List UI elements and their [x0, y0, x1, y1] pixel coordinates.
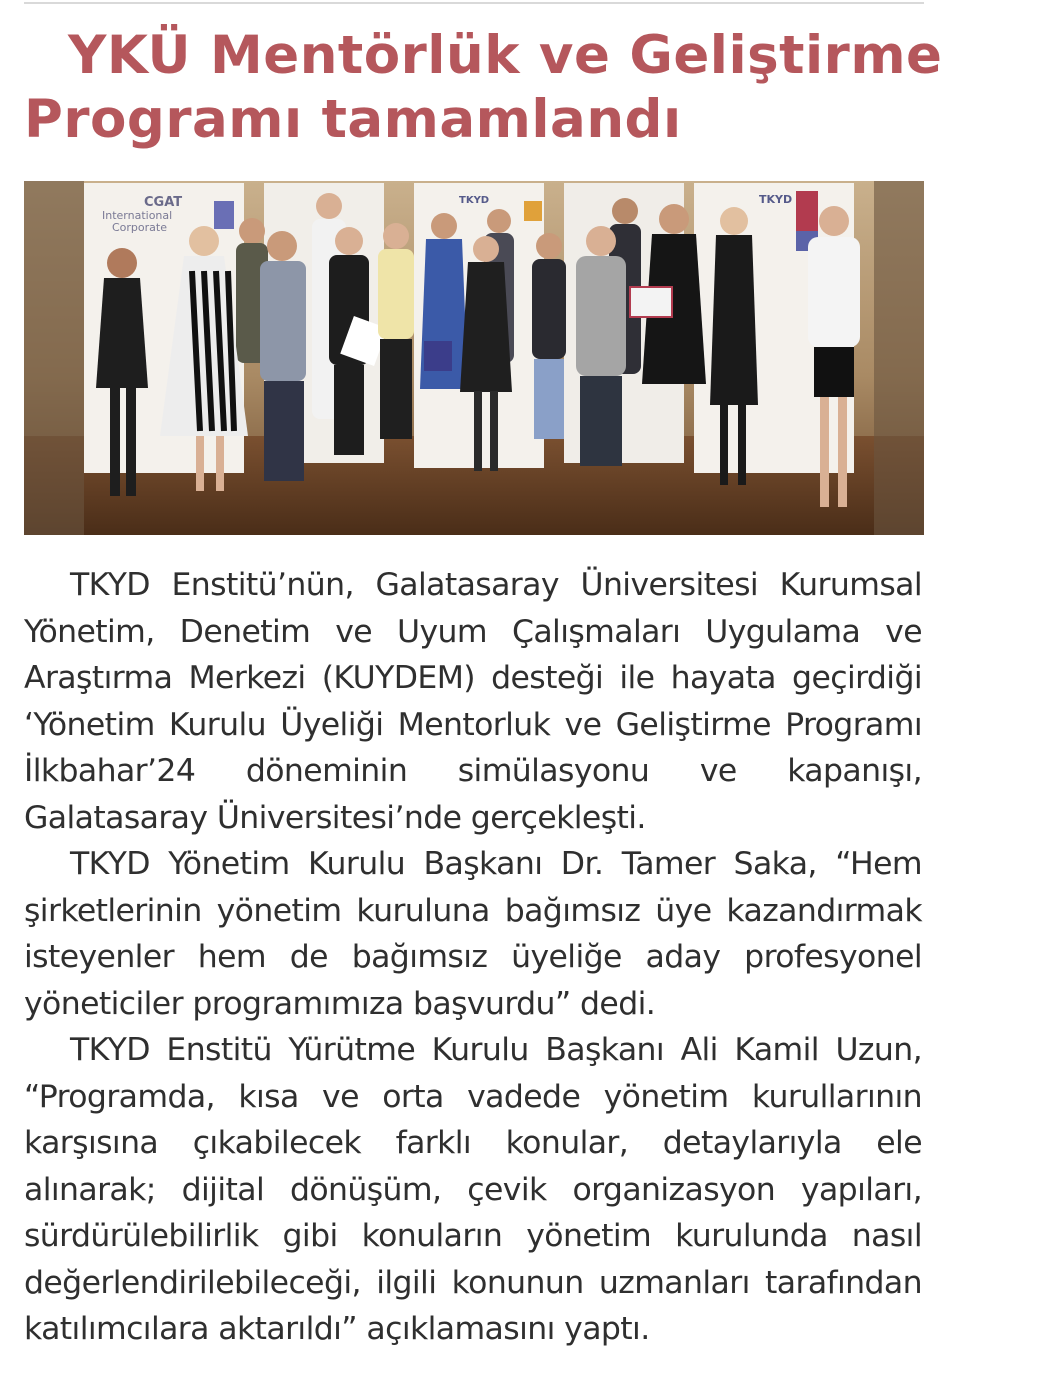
banner-text-1: CGAT — [144, 195, 183, 210]
article-body — [24, 562, 922, 1353]
paragraph-3: TKYD Enstitü Yürütme Kurulu Başkanı Ali Kamil Uzun, “Programda, kısa ve orta vadede yönetim kurullarının karşısına çıkabilecek farklı konular, detaylarıyla ele alınarak; dijital dönüşüm, çevik organizasyon yapıları, sürdürülebilirlik gibi konuların yönetim kurulunda nasıl değerlendirilebileceği, ilgili konunun uzmanları tarafından katılımcılara aktarıldı” açıklamasını yaptı. — [24, 1032, 922, 1347]
top-rule — [24, 2, 924, 4]
group-photo — [24, 181, 924, 535]
banner-text-3: Corporate — [112, 221, 167, 234]
article-headline — [24, 24, 944, 152]
headline-line-1: YKÜ Mentörlük ve Geliştirme — [68, 25, 943, 86]
headline-line-2: Programı tamamlandı — [24, 89, 682, 150]
banner-text-2: International — [102, 209, 173, 222]
banner-text-4: TKYD — [459, 195, 490, 206]
paragraph-2: TKYD Yönetim Kurulu Başkanı Dr. Tamer Saka, “Hem şirketlerinin yönetim kuruluna bağımsız üye kazandırmak isteyenler hem de bağımsız üyeliğe aday profesyonel yöneticiler programımıza başvurdu” dedi. — [24, 846, 922, 1022]
paragraph-1: TKYD Enstitü’nün, Galatasaray Üniversitesi Kurumsal Yönetim, Denetim ve Uyum Çalışmaları Uygulama ve Araştırma Merkezi (KUYDEM) desteği ile hayata geçirdiği ‘Yönetim Kurulu Üyeliği Mentorluk ve Geliştirme Programı İlkbahar’24 döneminin simülasyonu ve kapanışı, Galatasaray Üniversitesi’nde gerçekleşti. — [24, 567, 922, 836]
banner-text-5: TKYD — [759, 193, 793, 206]
